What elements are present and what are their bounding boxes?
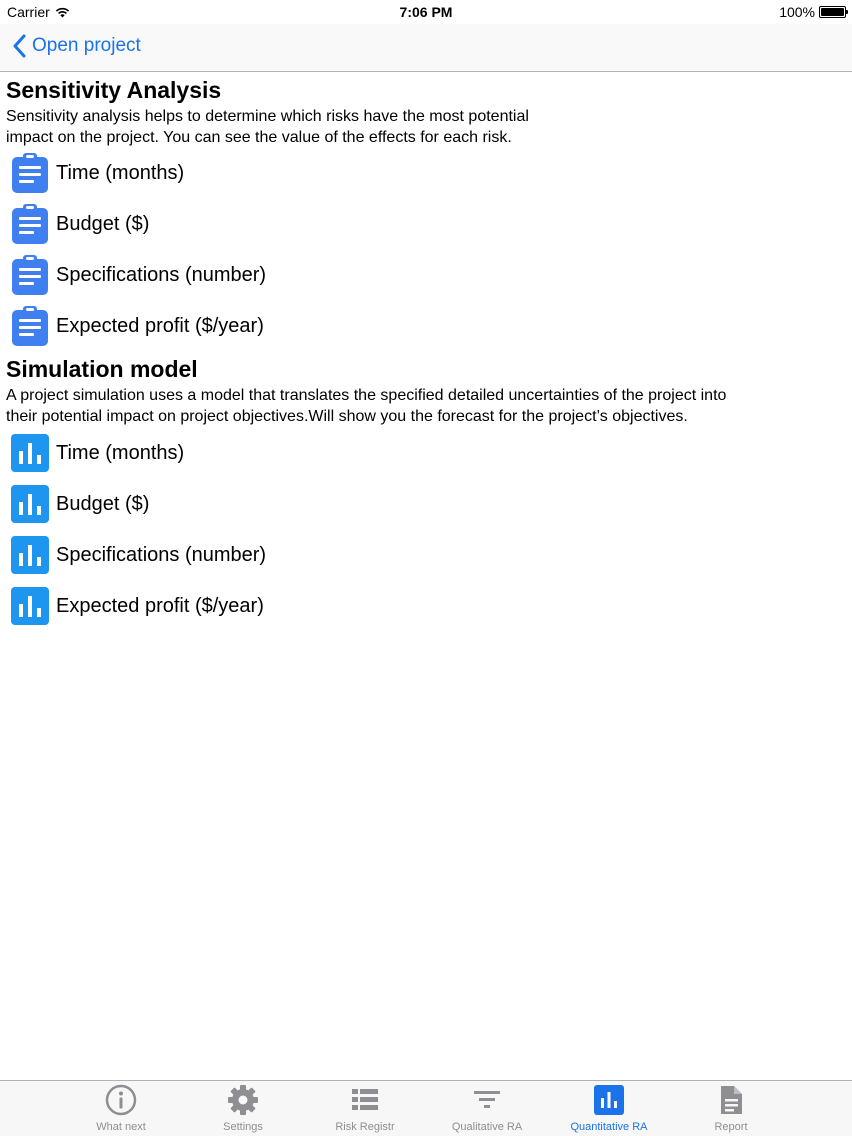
sensitivity-description	[6, 106, 846, 148]
bar-chart-icon	[11, 536, 49, 574]
sensitivity-item-label: Specifications (number)	[56, 263, 267, 286]
sensitivity-item-time[interactable]	[11, 151, 184, 195]
sensitivity-item-label: Expected profit ($/year)	[56, 314, 264, 337]
simulation-item-label: Time (months)	[56, 441, 185, 464]
battery-percent: 100%	[779, 4, 815, 20]
tab-bar	[0, 1080, 852, 1136]
sensitivity-description-line1: Sensitivity analysis helps to determine which risks have the most potential	[6, 108, 529, 125]
battery-icon	[819, 6, 846, 18]
tab-qualitative-ra[interactable]	[432, 1083, 542, 1135]
simulation-description-line2: their potential impact on project objectives.Will show you the forecast for the project’s objectives.	[6, 408, 688, 425]
status-right	[779, 4, 846, 20]
status-time: 7:06 PM	[399, 4, 453, 20]
bar-chart-icon	[11, 434, 49, 472]
tab-label: Report	[714, 1121, 748, 1133]
bar-chart-icon	[592, 1083, 626, 1117]
list-icon	[348, 1083, 382, 1117]
document-icon	[714, 1083, 748, 1117]
clipboard-icon	[11, 154, 49, 192]
simulation-item-time[interactable]	[11, 431, 184, 475]
clipboard-icon	[11, 256, 49, 294]
tab-label: Risk Registr	[335, 1121, 395, 1133]
chevron-left-icon	[12, 34, 26, 58]
simulation-title: Simulation model	[6, 356, 198, 382]
tab-quantitative-ra[interactable]	[554, 1083, 664, 1135]
simulation-item-label: Expected profit ($/year)	[56, 594, 264, 617]
bar-chart-icon	[11, 485, 49, 523]
simulation-description	[6, 385, 846, 427]
tab-what-next[interactable]	[66, 1083, 176, 1135]
simulation-description-line1: A project simulation uses a model that translates the specified detailed uncertainties of the project into	[6, 387, 727, 404]
gear-icon	[226, 1083, 260, 1117]
info-icon	[104, 1083, 138, 1117]
simulation-item-budget[interactable]	[11, 482, 149, 526]
back-button[interactable]	[12, 34, 141, 58]
sensitivity-item-label: Budget ($)	[56, 212, 150, 235]
clipboard-icon	[11, 205, 49, 243]
simulation-item-label: Specifications (number)	[56, 543, 267, 566]
back-button-label: Open project	[32, 35, 141, 56]
simulation-item-label: Budget ($)	[56, 492, 150, 515]
sensitivity-item-label: Time (months)	[56, 161, 185, 184]
status-bar	[0, 0, 852, 24]
tab-label: Settings	[223, 1121, 263, 1133]
filter-icon	[470, 1083, 504, 1117]
tab-label: What next	[96, 1121, 146, 1133]
sensitivity-item-budget[interactable]	[11, 202, 149, 246]
navigation-bar	[0, 24, 852, 72]
bar-chart-icon	[11, 587, 49, 625]
sensitivity-item-specifications[interactable]	[11, 253, 266, 297]
tab-label: Quantitative RA	[570, 1121, 648, 1133]
tab-report[interactable]	[676, 1083, 786, 1135]
carrier-label: Carrier	[7, 4, 50, 20]
sensitivity-item-expected-profit[interactable]	[11, 304, 264, 348]
tab-risk-registr[interactable]	[310, 1083, 420, 1135]
simulation-item-expected-profit[interactable]	[11, 584, 264, 628]
sensitivity-title: Sensitivity Analysis	[6, 77, 222, 103]
tab-settings[interactable]	[188, 1083, 298, 1135]
tab-label: Qualitative RA	[451, 1121, 523, 1133]
sensitivity-description-line2: impact on the project. You can see the value of the effects for each risk.	[6, 129, 512, 146]
simulation-item-specifications[interactable]	[11, 533, 266, 577]
clipboard-icon	[11, 307, 49, 345]
